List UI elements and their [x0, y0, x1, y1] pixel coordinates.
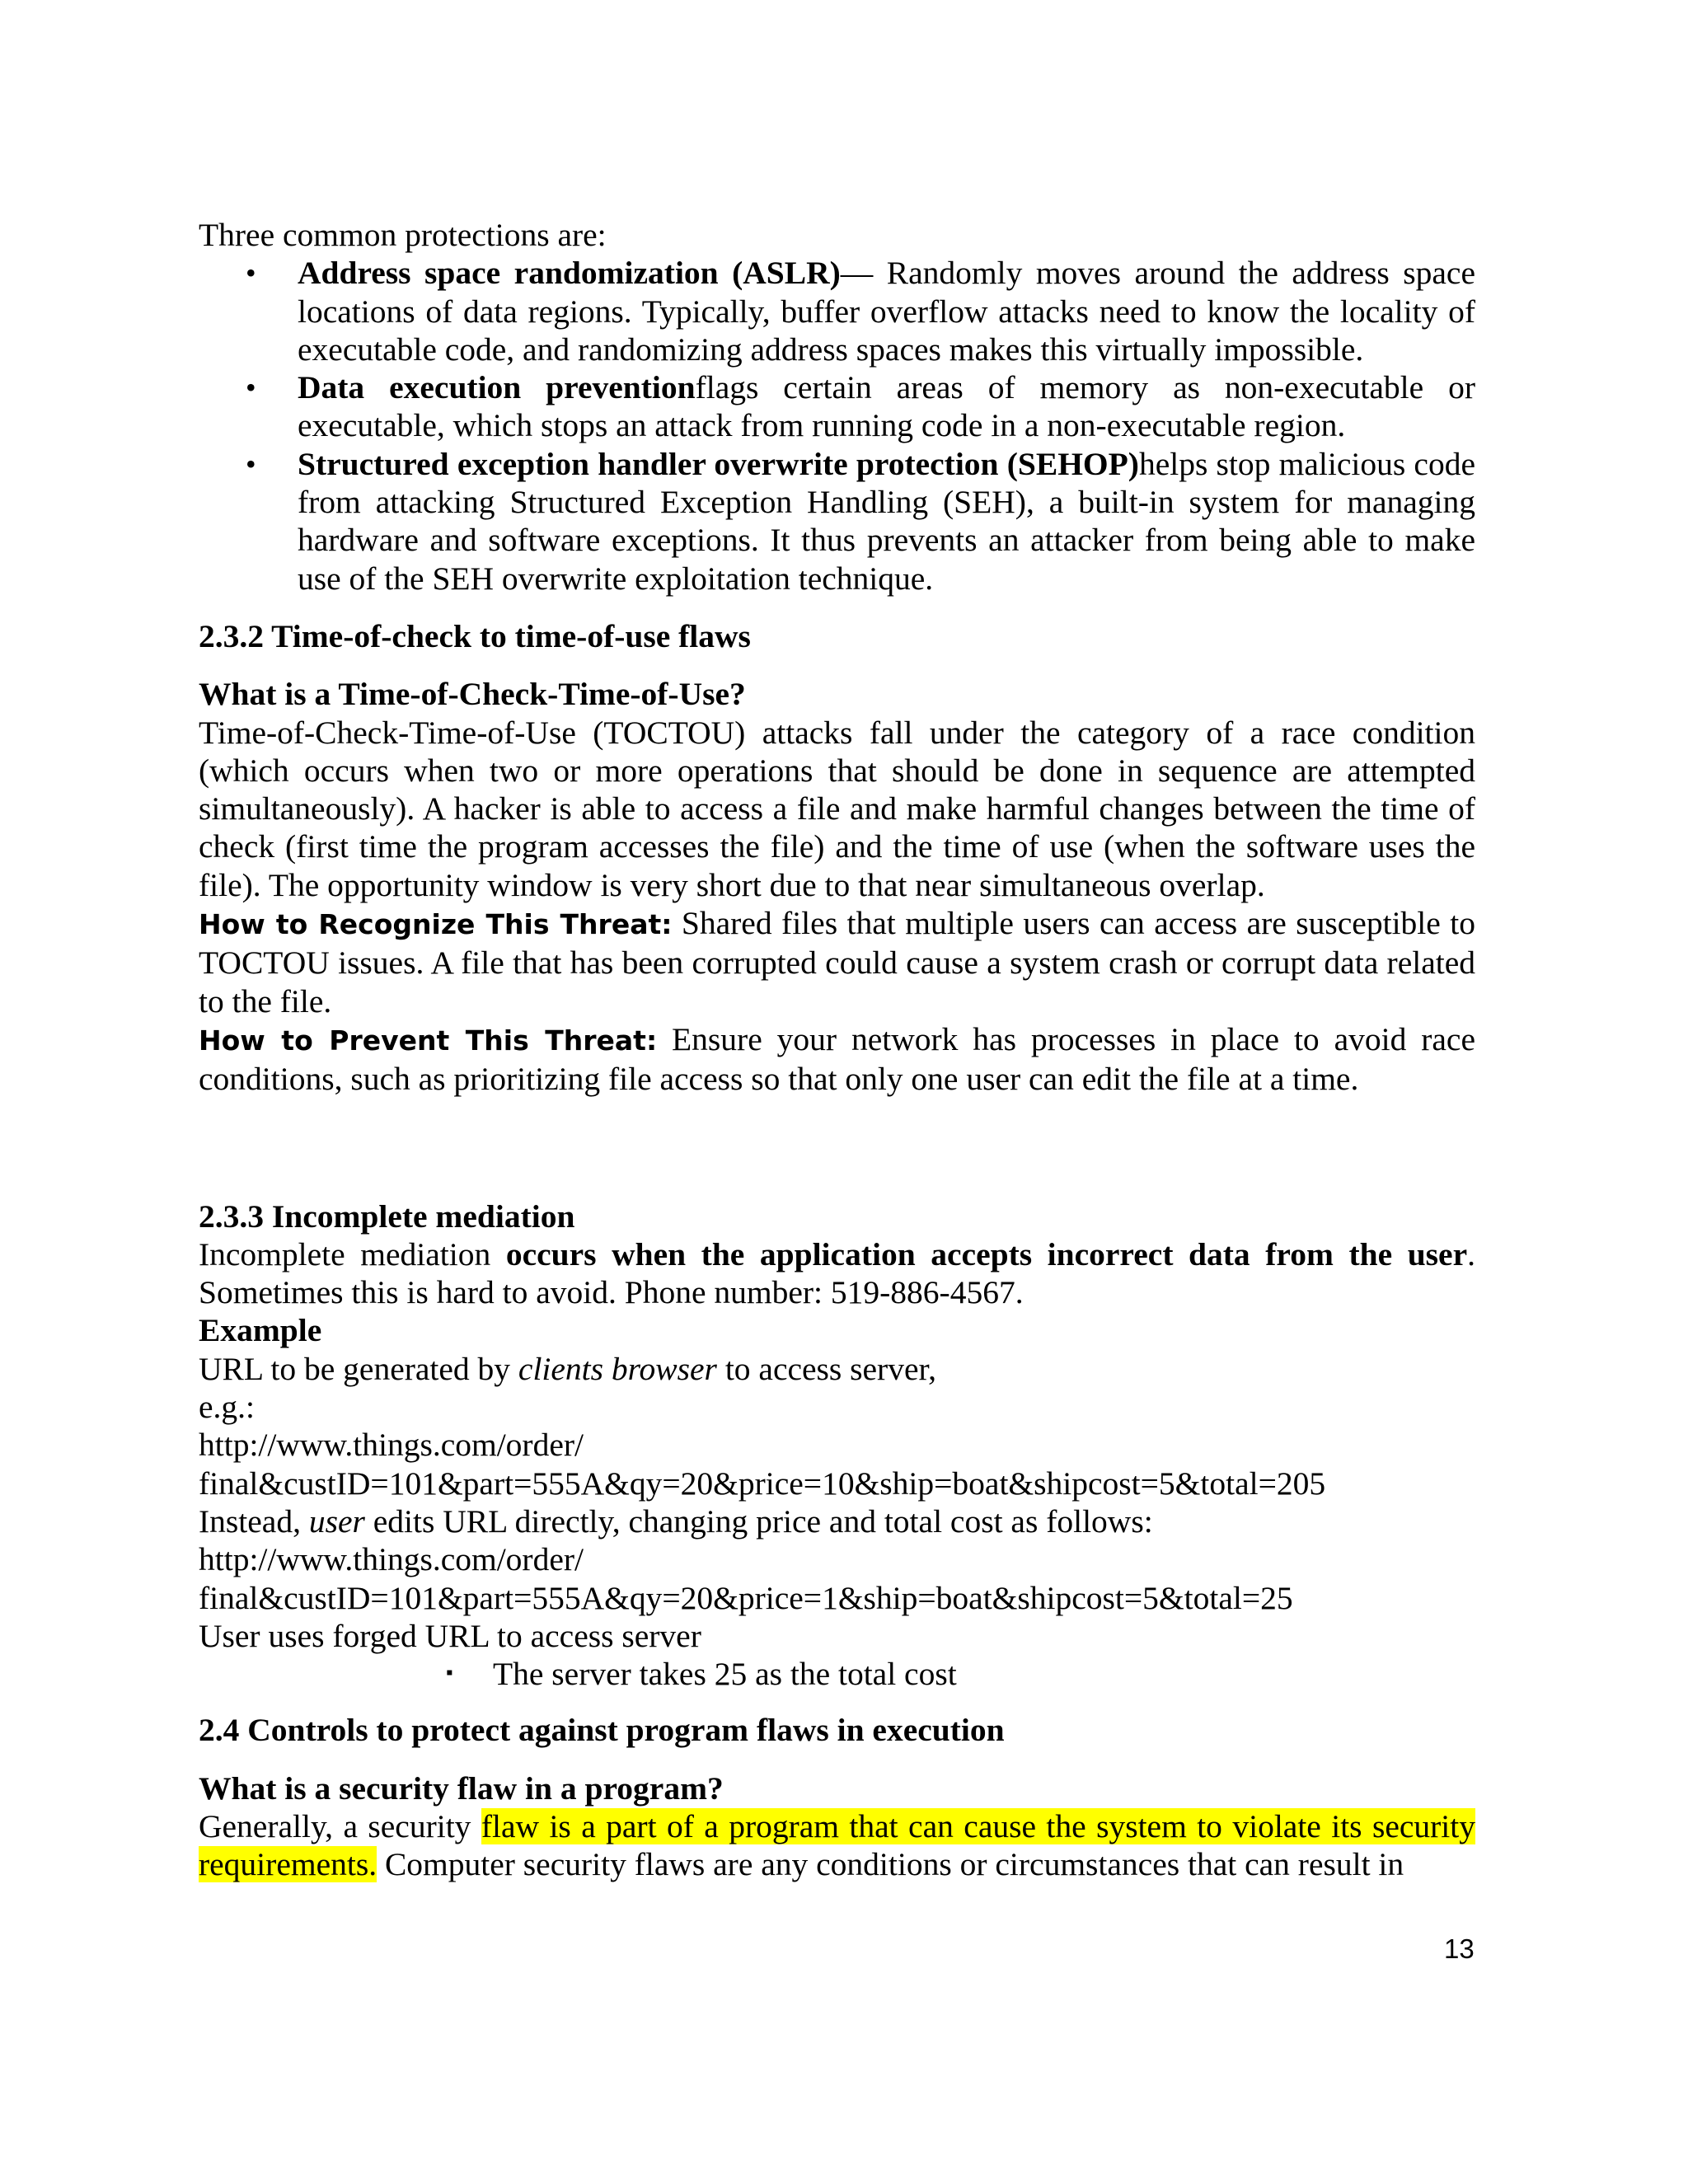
- toctou-recognize: [199, 904, 1475, 1020]
- forged-url-line: User uses forged URL to access server: [199, 1617, 701, 1654]
- mediation-body-bold: occurs when the application accepts incorrect data from the user: [505, 1235, 1468, 1272]
- mediation-body: [199, 1235, 1475, 1312]
- section-heading-toctou: 2.3.2 Time-of-check to time-of-use flaws: [199, 617, 751, 654]
- document-page: [199, 216, 1475, 1884]
- url-intro-end: to access server,: [716, 1350, 936, 1387]
- protections-list: [199, 254, 1475, 598]
- server-point-text: The server takes 25 as the total cost: [493, 1656, 957, 1693]
- instead-start: Instead,: [199, 1502, 309, 1540]
- bullet-icon: •: [246, 256, 256, 290]
- toctou-prevent: [199, 1020, 1475, 1099]
- example-label: Example: [199, 1312, 322, 1349]
- controls-body: [199, 1807, 1475, 1884]
- desc-dep: flags certain areas of memory as non-executable or executable, which stops an attack from running code in a non-executable region.: [298, 369, 1475, 444]
- prevent-text: Ensure your network has processes in place to avoid race conditions, such as prioritizing file access so that only one user can edit the file at a time.: [199, 1020, 1475, 1098]
- section-heading-controls: 2.4 Controls to protect against program flaws in execution: [199, 1712, 1005, 1749]
- section-heading-mediation: 2.3.3 Incomplete mediation: [199, 1197, 575, 1235]
- recognize-label: How to Recognize This Threat:: [199, 908, 673, 941]
- square-bullet-icon: ▪: [446, 1662, 453, 1685]
- list-item-aslr: [246, 254, 1475, 368]
- url-intro: [199, 1350, 1475, 1388]
- page-number: 13: [1444, 1933, 1475, 1964]
- controls-body-end: Computer security flaws are any conditions or circumstances that can result in: [377, 1846, 1404, 1883]
- url-intro-start: URL to be generated by: [199, 1350, 518, 1387]
- controls-body-start: Generally, a security: [199, 1807, 481, 1844]
- protections-intro: Three common protections are:: [199, 217, 607, 253]
- url1-line1: http://www.things.com/order/: [199, 1427, 584, 1464]
- highlighted-text-1: flaw is a part of a program that can cause the system to violate its security: [481, 1807, 1476, 1844]
- url1-line2: final&custID=101&part=555A&qy=20&price=10&ship=boat&shipcost=5&total=205: [199, 1465, 1326, 1502]
- subheading-security-flaw: What is a security flaw in a program?: [199, 1769, 724, 1807]
- url2-line2: final&custID=101&part=555A&qy=20&price=1&ship=boat&shipcost=5&total=25: [199, 1579, 1293, 1616]
- instead-end: edits URL directly, changing price and total cost as follows:: [364, 1502, 1153, 1540]
- term-sehop: Structured exception handler overwrite protection (SEHOP): [298, 445, 1139, 482]
- recognize-text: Shared files that multiple users can access are susceptible to TOCTOU issues. A file that has been corrupted could cause a system crash or corrupt data related to the file.: [199, 905, 1475, 1019]
- highlighted-text-2: requirements.: [199, 1846, 377, 1883]
- term-aslr: Address space randomization (ASLR): [298, 255, 841, 292]
- server-point-list: [199, 1655, 1475, 1693]
- eg-label: e.g.:: [199, 1389, 256, 1426]
- instead-line: [199, 1502, 1475, 1540]
- list-item-server: [446, 1655, 1475, 1693]
- bullet-icon: •: [246, 447, 256, 480]
- instead-italic: user: [308, 1502, 365, 1540]
- desc-aslr: — Randomly moves around the address space locations of data regions. Typically, buffer overflow attacks need to know the locality of executable code, and randomizing address spaces makes this virtually impossible.: [298, 255, 1475, 368]
- toctou-body: Time-of-Check-Time-of-Use (TOCTOU) attacks fall under the category of a race condition (which occurs when two or more operations that should be done in sequence are attempted simultaneously). A hacker is able to access a file and make harmful changes between the time of check (first time the program accesses the file) and the time of use (when the software uses the file). The opportunity window is very short due to that near simultaneous overlap.: [199, 714, 1475, 903]
- url-intro-italic: clients browser: [518, 1350, 717, 1387]
- prevent-label: How to Prevent This Threat:: [199, 1024, 658, 1057]
- bullet-icon: •: [246, 371, 256, 405]
- subheading-toctou: What is a Time-of-Check-Time-of-Use?: [199, 676, 746, 713]
- list-item-sehop: [246, 445, 1475, 598]
- url2-line1: http://www.things.com/order/: [199, 1541, 584, 1578]
- list-item-dep: [246, 368, 1475, 445]
- desc-sehop: helps stop malicious code from attacking Structured Exception Handling (SEH), a built-in system for managing hardware and software exceptions. It thus prevents an attacker from being able to make use of the SEH overwrite exploitation technique.: [298, 445, 1475, 597]
- mediation-body-start: Incomplete mediation: [199, 1235, 506, 1272]
- mediation-body-end: . Sometimes this is hard to avoid. Phone number: 519-886-4567.: [199, 1235, 1475, 1311]
- term-dep: Data execution prevention: [298, 369, 696, 406]
